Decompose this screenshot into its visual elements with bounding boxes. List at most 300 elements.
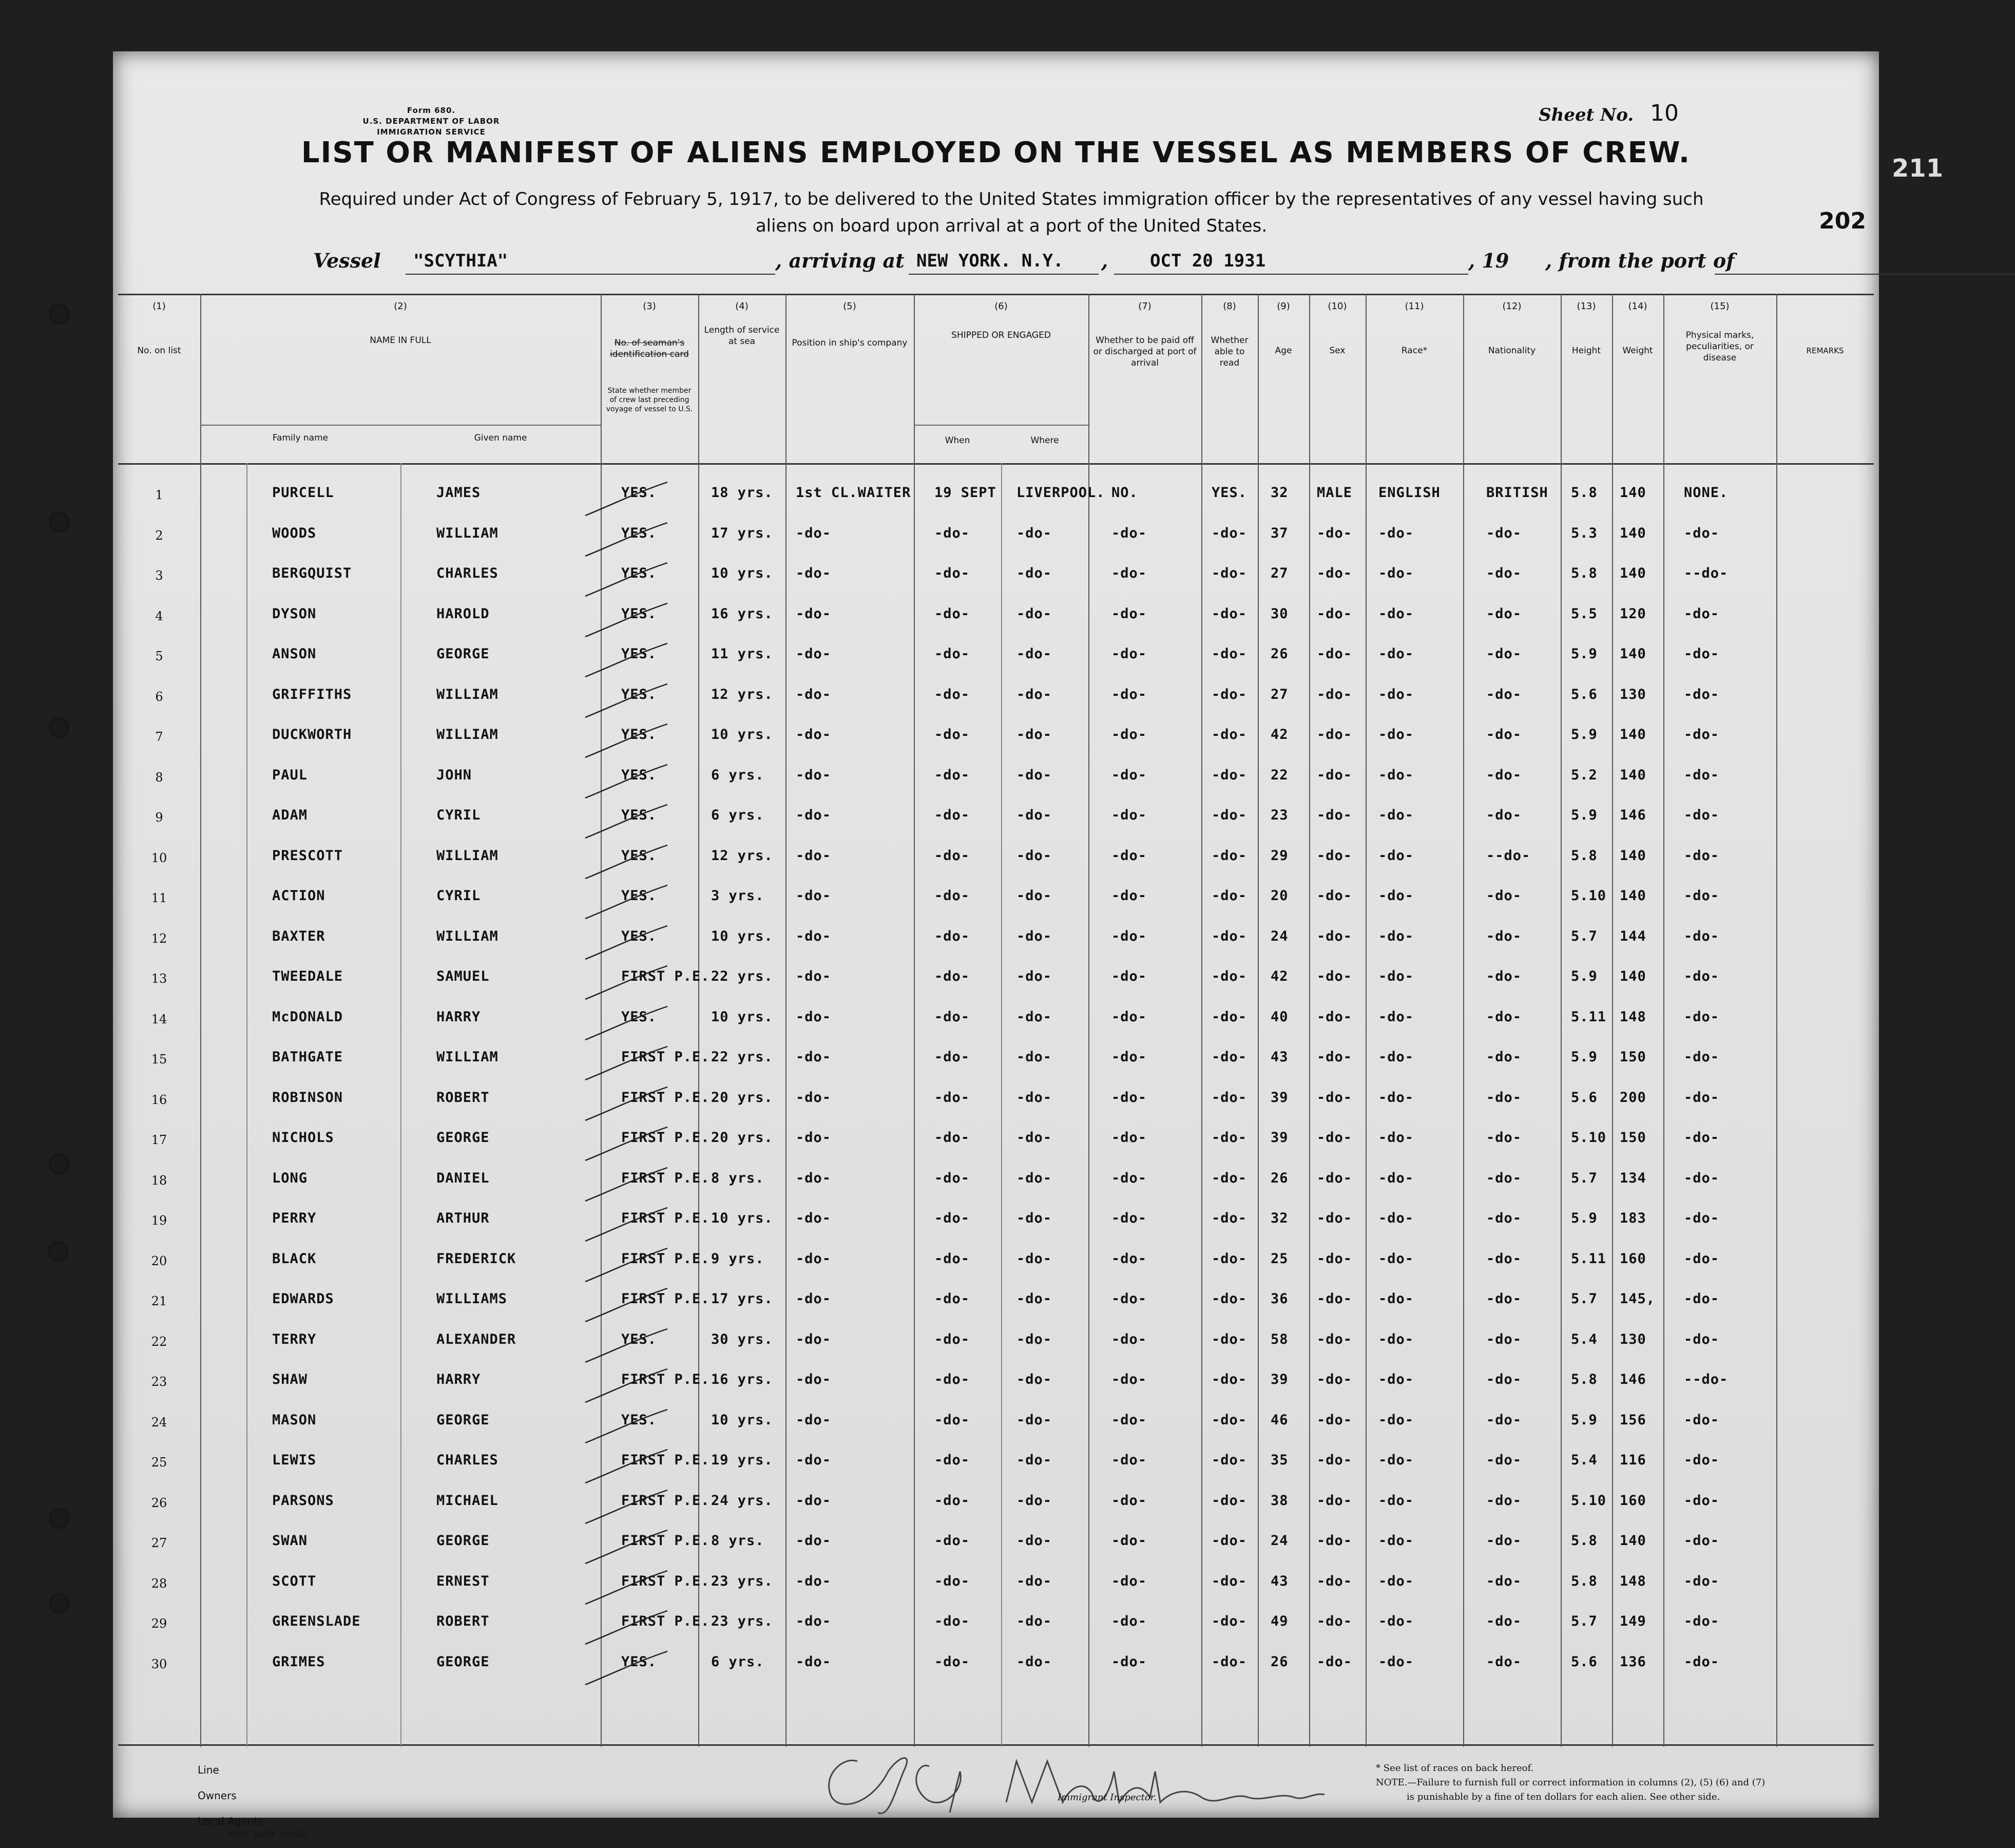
cell-service: 17 yrs. xyxy=(711,1291,773,1307)
cell-where: -do- xyxy=(1016,928,1052,944)
cell-marks: -do- xyxy=(1684,727,1720,742)
cell-position: -do- xyxy=(796,1210,832,1226)
corner-number: 202 xyxy=(1819,208,1866,234)
cell-age: 40 xyxy=(1271,1008,1289,1025)
cell-family: GREENSLADE xyxy=(272,1613,361,1629)
cell-weight: 146 xyxy=(1620,1371,1646,1387)
cell-age: 49 xyxy=(1271,1613,1289,1629)
cell-when: -do- xyxy=(934,1170,970,1186)
binder-hole xyxy=(50,306,68,323)
cell-service: 22 yrs. xyxy=(711,968,773,984)
cell-marks: -do- xyxy=(1684,1089,1720,1106)
manifest-sheet xyxy=(113,51,1879,1839)
cell-weight: 149 xyxy=(1620,1613,1646,1629)
cell-nat: --do- xyxy=(1486,847,1531,864)
cell-when: -do- xyxy=(934,1573,970,1589)
cell-height: 5.8 xyxy=(1571,1573,1598,1589)
pen-check-mark xyxy=(580,601,673,642)
cell-when: -do- xyxy=(934,1533,970,1549)
pen-check-mark xyxy=(580,1044,673,1085)
cell-paid: -do- xyxy=(1111,928,1147,944)
cell-race: -do- xyxy=(1378,1331,1414,1347)
cell-weight: 140 xyxy=(1620,767,1646,783)
col15-number: (15) xyxy=(1710,301,1730,312)
cell-prev: YES. xyxy=(621,1008,657,1025)
cell-height: 5.6 xyxy=(1571,1089,1598,1106)
col6-number: (6) xyxy=(994,301,1008,312)
cell-read: -do- xyxy=(1212,1573,1248,1589)
cell-nat: -do- xyxy=(1486,1089,1522,1106)
cell-paid: -do- xyxy=(1111,1250,1147,1267)
cell-when: -do- xyxy=(934,1331,970,1347)
col6-header: SHIPPED OR ENGAGED xyxy=(951,330,1051,340)
cell-when: -do- xyxy=(934,1653,970,1670)
arrival-date: OCT 20 1931 xyxy=(1150,251,1266,271)
cell-height: 5.2 xyxy=(1571,767,1598,783)
sheet-number-field xyxy=(1539,100,1679,126)
col8-header: Whether able to read xyxy=(1211,335,1249,368)
cell-sex: -do- xyxy=(1317,565,1353,581)
cell-given: CYRIL xyxy=(436,888,481,904)
cell-where: -do- xyxy=(1016,605,1052,622)
cell-weight: 140 xyxy=(1620,847,1646,864)
cell-position: -do- xyxy=(796,1533,832,1549)
cell-when: -do- xyxy=(934,565,970,581)
cell-when: -do- xyxy=(934,727,970,742)
row-number: 7 xyxy=(155,730,163,744)
col1-number: (1) xyxy=(152,301,166,312)
cell-given: GEORGE xyxy=(436,1533,490,1549)
cell-race: -do- xyxy=(1378,1089,1414,1106)
underline xyxy=(406,274,775,275)
cell-paid: -do- xyxy=(1111,1452,1147,1468)
row-number: 19 xyxy=(151,1213,167,1228)
inspector-label: Immigrant Inspector. xyxy=(1058,1792,1157,1803)
cell-race: -do- xyxy=(1378,565,1414,581)
cell-given: HARRY xyxy=(436,1371,481,1387)
row-number: 11 xyxy=(151,891,167,905)
pen-check-mark xyxy=(580,1608,673,1649)
cell-marks: -do- xyxy=(1684,807,1720,823)
cell-marks: -do- xyxy=(1684,1653,1720,1670)
cell-marks: -do- xyxy=(1684,888,1720,904)
cell-when: -do- xyxy=(934,1049,970,1065)
cell-when: -do- xyxy=(934,1008,970,1025)
cell-weight: 150 xyxy=(1620,1049,1646,1065)
line-label: Line xyxy=(198,1764,219,1776)
cell-marks: -do- xyxy=(1684,1492,1720,1509)
cell-service: 12 yrs. xyxy=(711,686,773,702)
cell-age: 37 xyxy=(1271,525,1289,541)
cell-position: -do- xyxy=(796,1613,832,1629)
cell-service: 11 yrs. xyxy=(711,646,773,662)
cell-height: 5.5 xyxy=(1571,605,1598,622)
cell-given: GEORGE xyxy=(436,1130,490,1146)
cell-paid: -do- xyxy=(1111,1210,1147,1226)
cell-service: 10 yrs. xyxy=(711,1210,773,1226)
cell-height: 5.7 xyxy=(1571,1613,1598,1629)
cell-prev: FIRST P.E. xyxy=(621,1049,710,1065)
cell-read: -do- xyxy=(1212,767,1248,783)
binder-hole xyxy=(50,1510,68,1527)
row-number: 9 xyxy=(155,810,163,825)
cell-marks: -do- xyxy=(1684,1130,1720,1146)
column-line xyxy=(1309,294,1310,1747)
cell-sex: -do- xyxy=(1317,928,1353,944)
cell-height: 5.4 xyxy=(1571,1452,1598,1468)
cell-prev: FIRST P.E. xyxy=(621,1613,710,1629)
cell-race: -do- xyxy=(1378,968,1414,984)
cell-given: DANIEL xyxy=(436,1170,490,1186)
pen-check-mark xyxy=(580,681,673,722)
cell-weight: 148 xyxy=(1620,1008,1646,1025)
cell-paid: -do- xyxy=(1111,525,1147,541)
cell-prev: YES. xyxy=(621,727,657,742)
cell-race: -do- xyxy=(1378,1533,1414,1549)
cell-family: PAUL xyxy=(272,767,308,783)
column-line xyxy=(1088,294,1089,1747)
row-number: 17 xyxy=(151,1133,167,1147)
cell-sex: -do- xyxy=(1317,767,1353,783)
row-number: 29 xyxy=(151,1616,167,1631)
cell-position: -do- xyxy=(796,605,832,622)
cell-given: ARTHUR xyxy=(436,1210,490,1226)
col6b-header: Where xyxy=(1030,435,1059,446)
col14-header: Weight xyxy=(1622,346,1653,356)
row-number: 20 xyxy=(151,1253,167,1268)
cell-height: 5.4 xyxy=(1571,1331,1598,1347)
cell-weight: 136 xyxy=(1620,1653,1646,1670)
cell-nat: -do- xyxy=(1486,1613,1522,1629)
row-number: 27 xyxy=(151,1536,167,1550)
cell-position: -do- xyxy=(796,1130,832,1146)
cell-marks: --do- xyxy=(1684,1371,1729,1387)
cell-family: TERRY xyxy=(272,1331,317,1347)
cell-given: WILLIAM xyxy=(436,847,498,864)
col4-header: Length of service at sea xyxy=(704,325,780,347)
underline xyxy=(909,274,1099,275)
cell-service: 16 yrs. xyxy=(711,605,773,622)
cell-position: -do- xyxy=(796,888,832,904)
cell-given: WILLIAM xyxy=(436,525,498,541)
cell-family: MASON xyxy=(272,1412,317,1428)
cell-where: -do- xyxy=(1016,646,1052,662)
cell-race: -do- xyxy=(1378,1008,1414,1025)
cell-sex: -do- xyxy=(1317,968,1353,984)
cell-service: 12 yrs. xyxy=(711,847,773,864)
inspector-signature xyxy=(811,1741,1376,1823)
cell-where: -do- xyxy=(1016,1170,1052,1186)
cell-read: -do- xyxy=(1212,1331,1248,1347)
cell-age: 39 xyxy=(1271,1130,1289,1146)
cell-paid: -do- xyxy=(1111,807,1147,823)
cell-position: -do- xyxy=(796,1008,832,1025)
cell-sex: -do- xyxy=(1317,1089,1353,1106)
cell-service: 19 yrs. xyxy=(711,1452,773,1468)
cell-when: -do- xyxy=(934,1089,970,1106)
cell-read: -do- xyxy=(1212,1291,1248,1307)
cell-prev: FIRST P.E. xyxy=(621,1371,710,1387)
cell-position: -do- xyxy=(796,1452,832,1468)
cell-prev: FIRST P.E. xyxy=(621,1130,710,1146)
cell-sex: -do- xyxy=(1317,1291,1353,1307)
cell-read: -do- xyxy=(1212,646,1248,662)
cell-service: 16 yrs. xyxy=(711,1371,773,1387)
col3-header: State whether member of crew last preceding voyage of vessel to U.S. xyxy=(606,387,693,413)
header-subdivider xyxy=(914,425,1088,426)
cell-weight: 200 xyxy=(1620,1089,1646,1106)
cell-position: -do- xyxy=(796,1492,832,1509)
col8-number: (8) xyxy=(1223,301,1236,312)
binder-hole xyxy=(50,1155,68,1173)
cell-read: -do- xyxy=(1212,1210,1248,1226)
cell-weight: 140 xyxy=(1620,646,1646,662)
cell-weight: 140 xyxy=(1620,485,1646,501)
cell-sex: -do- xyxy=(1317,727,1353,742)
cell-when: -do- xyxy=(934,525,970,541)
cell-family: PARSONS xyxy=(272,1492,334,1509)
cell-paid: -do- xyxy=(1111,1130,1147,1146)
pen-check-mark xyxy=(580,480,673,521)
cell-prev: YES. xyxy=(621,1331,657,1347)
cell-where: -do- xyxy=(1016,1210,1052,1226)
cell-nat: -do- xyxy=(1486,767,1522,783)
cell-paid: -do- xyxy=(1111,1049,1147,1065)
column-line xyxy=(1258,294,1259,1747)
cell-age: 32 xyxy=(1271,485,1289,501)
cell-read: -do- xyxy=(1212,686,1248,702)
cell-family: EDWARDS xyxy=(272,1291,334,1307)
cell-prev: YES. xyxy=(621,565,657,581)
cell-family: BLACK xyxy=(272,1250,317,1267)
row-number: 13 xyxy=(151,971,167,986)
cell-weight: 120 xyxy=(1620,605,1646,622)
column-line xyxy=(1776,294,1777,1747)
cell-prev: FIRST P.E. xyxy=(621,1089,710,1106)
cell-marks: -do- xyxy=(1684,1331,1720,1347)
cell-when: -do- xyxy=(934,847,970,864)
cell-prev: YES. xyxy=(621,847,657,864)
row-number: 2 xyxy=(155,528,163,543)
cell-prev: YES. xyxy=(621,767,657,783)
cell-family: GRIMES xyxy=(272,1653,325,1670)
cell-weight: 160 xyxy=(1620,1250,1646,1267)
column-line xyxy=(785,294,786,1747)
cell-where: -do- xyxy=(1016,1331,1052,1347)
row-number: 22 xyxy=(151,1334,167,1349)
cell-nat: -do- xyxy=(1486,686,1522,702)
penalty-note-cont: is punishable by a fine of ten dollars for each alien. See other side. xyxy=(1407,1792,1720,1802)
cell-paid: -do- xyxy=(1111,1008,1147,1025)
col2-number: (2) xyxy=(394,301,407,312)
cell-paid: -do- xyxy=(1111,1170,1147,1186)
pen-check-mark xyxy=(580,1366,673,1407)
cell-position: -do- xyxy=(796,847,832,864)
cell-when: -do- xyxy=(934,605,970,622)
column-line xyxy=(1201,294,1202,1747)
cell-prev: YES. xyxy=(621,525,657,541)
col13-number: (13) xyxy=(1577,301,1596,312)
cell-where: -do- xyxy=(1016,1008,1052,1025)
cell-race: -do- xyxy=(1378,1049,1414,1065)
cell-sex: -do- xyxy=(1317,1170,1353,1186)
underline xyxy=(1114,274,1468,275)
cell-given: HAROLD xyxy=(436,605,490,622)
cell-sex: -do- xyxy=(1317,1049,1353,1065)
arriving-label: , arriving at xyxy=(775,249,905,272)
cell-age: 24 xyxy=(1271,928,1289,944)
cell-age: 26 xyxy=(1271,1653,1289,1670)
cell-read: YES. xyxy=(1212,485,1248,501)
remarks-header: REMARKS xyxy=(1806,346,1844,355)
col1-header: No. on list xyxy=(137,346,181,356)
cell-position: -do- xyxy=(796,1331,832,1347)
cell-race: -do- xyxy=(1378,1210,1414,1226)
col5-header: Position in ship's company xyxy=(792,338,908,348)
cell-given: WILLIAM xyxy=(436,928,498,944)
cell-service: 9 yrs. xyxy=(711,1250,764,1267)
cell-weight: 144 xyxy=(1620,928,1646,944)
column-line xyxy=(1663,294,1664,1747)
cell-age: 29 xyxy=(1271,847,1289,864)
cell-race: ENGLISH xyxy=(1378,485,1441,501)
row-number: 21 xyxy=(151,1294,167,1308)
requirement-line-2: aliens on board upon arrival at a port of the United States. xyxy=(755,216,1268,236)
cell-marks: -do- xyxy=(1684,1412,1720,1428)
cell-service: 30 yrs. xyxy=(711,1331,773,1347)
pen-check-mark xyxy=(580,1568,673,1609)
cell-position: -do- xyxy=(796,646,832,662)
from-port-label: , from the port of xyxy=(1545,249,1735,272)
cell-read: -do- xyxy=(1212,1371,1248,1387)
cell-read: -do- xyxy=(1212,807,1248,823)
cell-prev: FIRST P.E. xyxy=(621,968,710,984)
cell-when: -do- xyxy=(934,1452,970,1468)
pen-check-mark xyxy=(580,1649,673,1690)
binder-hole xyxy=(50,1594,68,1612)
cell-age: 42 xyxy=(1271,968,1289,984)
cell-weight: 140 xyxy=(1620,968,1646,984)
cell-age: 30 xyxy=(1271,605,1289,622)
cell-read: -do- xyxy=(1212,565,1248,581)
cell-paid: -do- xyxy=(1111,727,1147,742)
header-subdivider xyxy=(200,425,601,426)
cell-age: 46 xyxy=(1271,1412,1289,1428)
cell-marks: -do- xyxy=(1684,1291,1720,1307)
cell-family: LONG xyxy=(272,1170,308,1186)
signature-graphic xyxy=(811,1741,1376,1823)
sheet-label: Sheet No. xyxy=(1539,105,1634,125)
cell-where: -do- xyxy=(1016,1291,1052,1307)
column-line xyxy=(914,294,915,1747)
cell-height: 5.8 xyxy=(1571,485,1598,501)
requirement-text xyxy=(267,186,1756,239)
vessel-name: "SCYTHIA" xyxy=(413,251,508,271)
cell-where: -do- xyxy=(1016,727,1052,742)
cell-age: 43 xyxy=(1271,1049,1289,1065)
cell-race: -do- xyxy=(1378,1653,1414,1670)
cell-paid: -do- xyxy=(1111,888,1147,904)
cell-family: DUCKWORTH xyxy=(272,727,352,742)
cell-where: -do- xyxy=(1016,1653,1052,1670)
cell-given: ERNEST xyxy=(436,1573,490,1589)
cell-given: ALEXANDER xyxy=(436,1331,516,1347)
cell-paid: -do- xyxy=(1111,1371,1147,1387)
cell-height: 5.7 xyxy=(1571,1170,1598,1186)
cell-given: WILLIAMS xyxy=(436,1291,508,1307)
pen-check-mark xyxy=(580,721,673,763)
cell-weight: 146 xyxy=(1620,807,1646,823)
cell-marks: -do- xyxy=(1684,928,1720,944)
row-number: 15 xyxy=(151,1052,167,1066)
cell-nat: -do- xyxy=(1486,888,1522,904)
cell-read: -do- xyxy=(1212,1089,1248,1106)
col2b-header: Given name xyxy=(474,433,527,443)
cell-family: NICHOLS xyxy=(272,1130,334,1146)
pen-check-mark xyxy=(580,1004,673,1045)
cell-prev: FIRST P.E. xyxy=(621,1291,710,1307)
cell-position: -do- xyxy=(796,727,832,742)
cell-paid: -do- xyxy=(1111,847,1147,864)
cell-age: 43 xyxy=(1271,1573,1289,1589)
pen-check-mark xyxy=(580,1488,673,1529)
cell-paid: -do- xyxy=(1111,1412,1147,1428)
cell-age: 58 xyxy=(1271,1331,1289,1347)
cell-where: -do- xyxy=(1016,807,1052,823)
col10-header: Sex xyxy=(1329,346,1346,356)
cell-when: 19 SEPT xyxy=(934,485,996,501)
cell-given: ROBERT xyxy=(436,1613,490,1629)
cell-height: 5.6 xyxy=(1571,1653,1598,1670)
cell-family: BERGQUIST xyxy=(272,565,352,581)
cell-family: PRESCOTT xyxy=(272,847,343,864)
col11-number: (11) xyxy=(1405,301,1424,312)
cell-marks: -do- xyxy=(1684,686,1720,702)
cell-sex: MALE xyxy=(1317,485,1353,501)
cell-read: -do- xyxy=(1212,1250,1248,1267)
cell-prev: YES. xyxy=(621,485,657,501)
cell-prev: FIRST P.E. xyxy=(621,1533,710,1549)
cell-service: 18 yrs. xyxy=(711,485,773,501)
cell-when: -do- xyxy=(934,686,970,702)
cell-weight: 130 xyxy=(1620,1331,1646,1347)
column-line xyxy=(400,463,401,1747)
cell-prev: YES. xyxy=(621,1412,657,1428)
cell-race: -do- xyxy=(1378,1452,1414,1468)
cell-paid: -do- xyxy=(1111,1331,1147,1347)
cell-sex: -do- xyxy=(1317,1412,1353,1428)
cell-service: 10 yrs. xyxy=(711,1008,773,1025)
cell-given: FREDERICK xyxy=(436,1250,516,1267)
crew-manifest-table xyxy=(118,294,1874,1747)
cell-race: -do- xyxy=(1378,1412,1414,1428)
cell-nat: -do- xyxy=(1486,807,1522,823)
cell-family: BATHGATE xyxy=(272,1049,343,1065)
cell-age: 26 xyxy=(1271,1170,1289,1186)
cell-position: -do- xyxy=(796,1250,832,1267)
cell-nat: -do- xyxy=(1486,1452,1522,1468)
cell-where: -do- xyxy=(1016,1573,1052,1589)
cell-nat: -do- xyxy=(1486,727,1522,742)
cell-given: CYRIL xyxy=(436,807,481,823)
cell-position: -do- xyxy=(796,1371,832,1387)
races-note: * See list of races on back hereof. xyxy=(1376,1763,1534,1774)
cell-sex: -do- xyxy=(1317,1250,1353,1267)
cell-when: -do- xyxy=(934,1291,970,1307)
cell-nat: -do- xyxy=(1486,1210,1522,1226)
cell-nat: -do- xyxy=(1486,1250,1522,1267)
cell-nat: -do- xyxy=(1486,1291,1522,1307)
